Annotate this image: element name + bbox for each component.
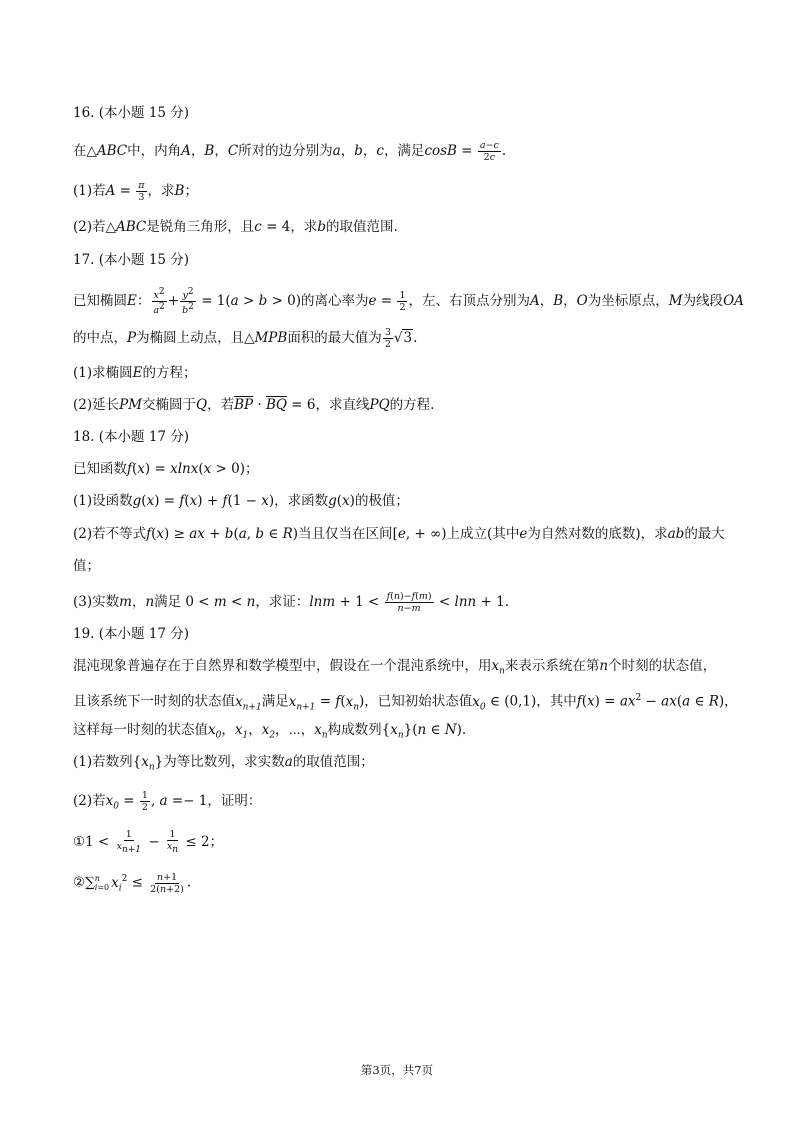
q19-part2: (2)若$x_0$ = $\frac{1}{2}$ , a =− 1，证明： — [73, 790, 262, 813]
page-footer: 第3页，共7页 — [360, 1063, 434, 1077]
q19-claim2: ②∑ n i=0 $x_i^2$ ≤ $\frac{n+1}{2(n+2)}$ . — [73, 871, 192, 895]
q19-part1: (1)若数列$\{x_n\}$为等比数列，求实数a的取值范围； — [73, 754, 374, 773]
q18-header: 18. (本小题 17 分) — [73, 429, 190, 445]
q17-part2: (2)延长PM交椭圆于Q，若$\overline{BP} \cdot \overline{BQ} = 6$，求直线PQ的方程. — [73, 397, 435, 413]
q18-part2-line2: 值； — [73, 558, 100, 574]
q16-header: 16. (本小题 15 分) — [73, 105, 190, 121]
q17-statement-line1: 已知椭圆E： $\frac{x^2}{a^2}$ + $\frac{y^2}{b^2}$ = 1(a > b > 0)的离心率为e = $\frac{1}{2}$ ，左、右顶点分别为A，B，O为坐标原点，M为线段OA — [73, 287, 744, 317]
q18-part2-line1: (2)若不等式f(x) ≥ ax + b(a, b ∈ R)当且仅当在区间[e, + ∞)上成立(其中e为自然对数的底数)，求ab的最大 — [73, 526, 725, 542]
q19-statement-line3: 这样每一时刻的状态值$x_0$，$x_1$，$x_2$，⋯，$x_n$构成数列$\{x_n\}(n$ ∈ N). — [73, 722, 467, 741]
q17-header: 17. (本小题 15 分) — [73, 252, 190, 268]
q19-statement-line1: 混沌现象普遍存在于自然界和数学模型中，假设在一个混沌系统中，用$x_n$来表示系统在第n个时刻的状态值， — [73, 658, 717, 677]
q19-claim1: ①1 < $\frac{1}{x_{n+1}}$ − $\frac{1}{x_n}$ ≤ 2； — [73, 829, 224, 855]
q18-part1: (1)设函数g(x) = f(x) + f(1 − x)，求函数g(x)的极值； — [73, 493, 409, 509]
q19-statement-line2: 且该系统下一时刻的状态值$x_{n+1}$满足$x_{n+1} = f(x_n)$，已知初始状态值$x_0$ ∈ (0,1)，其中$f(x) = ax^2 - ax(a$ ∈ R)， — [73, 693, 738, 713]
q16-part1: (1)若A = $\frac{\pi}{3}$ ，求B； — [73, 180, 198, 203]
q18-part3: (3)实数m，n满足 0 < m < n，求证：lnm + 1 < $\frac{f(n)-f(m)}{n-m}$ < lnn + 1. — [73, 591, 509, 614]
q18-statement: 已知函数f(x) = xlnx(x > 0)； — [73, 461, 259, 477]
q16-part2: (2)若△ABC是锐角三角形，且c = 4，求b的取值范围. — [73, 219, 398, 235]
q16-statement: 在△ABC中，内角A，B，C所对的边分别为a，b，c，满足cosB = $\frac{a-c}{2c}$ . — [73, 140, 507, 163]
q17-statement-line2: 的中点，P为椭圆上动点，且△MPB面积的最大值为 $\frac{3}{2}$ √3. — [73, 327, 418, 350]
q19-header: 19. (本小题 17 分) — [73, 626, 190, 642]
q17-part1: (1)求椭圆E的方程； — [73, 365, 197, 381]
